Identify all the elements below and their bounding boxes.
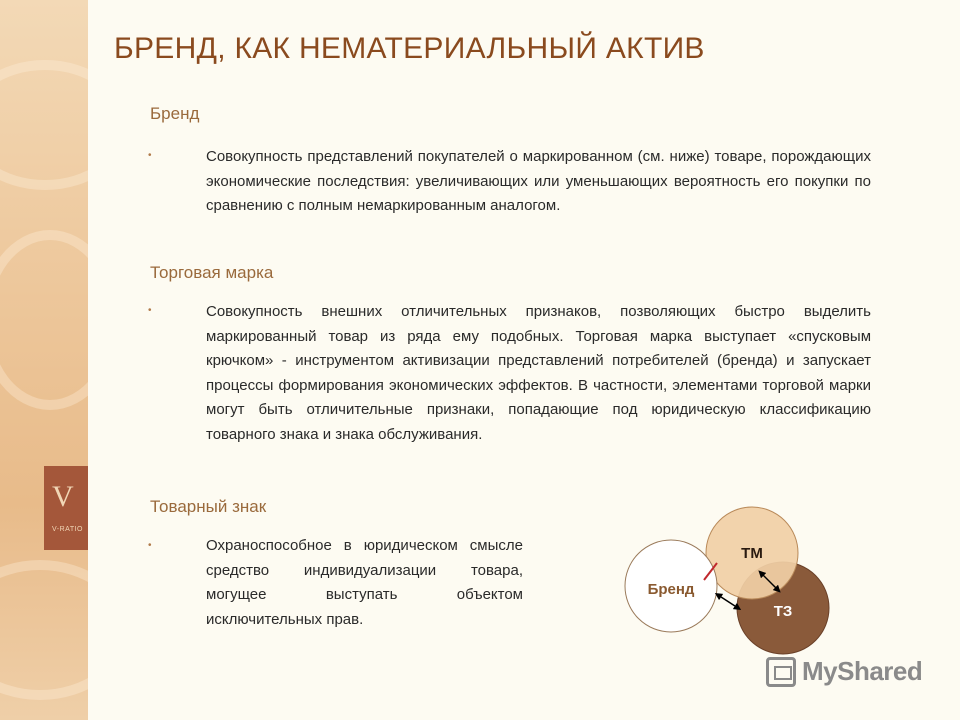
ornament bbox=[0, 560, 88, 700]
slide-title: БРЕНД, КАК НЕМАТЕРИАЛЬНЫЙ АКТИВ bbox=[114, 32, 705, 65]
brand-tz-arrow bbox=[718, 595, 738, 608]
bullet: • bbox=[148, 150, 152, 161]
ornament bbox=[0, 230, 88, 410]
venn-diagram bbox=[600, 500, 860, 680]
section-text-trademark: Совокупность внешних отличительных признаков, позволяющих быстро выделить маркированный товар из ряда ему подобных. Торговая марка выступает «спусковым крючком» - инструментом активизации представлений потребителей (бренда) и запускает процессы формирования экономических эффектов. В частности, элементами торговой марки могут быть отличительные признаки, попадающие под юридическую классификацию товарного знака и знака обслуживания. bbox=[206, 303, 871, 443]
ornament bbox=[0, 60, 88, 190]
logo-mark: V bbox=[52, 480, 74, 513]
decorative-sidebar bbox=[0, 0, 88, 720]
section-text-brand: Совокупность представлений покупателей о маркированном (см. ниже) товаре, порождающих экономические последствия: увеличивающих или уменьшающих вероятность его покупки по сравнению с полным немаркированным аналогом. bbox=[206, 148, 871, 214]
trademark-label: ТМ bbox=[741, 545, 763, 562]
bullet: • bbox=[148, 540, 152, 551]
section-heading-brand: Бренд bbox=[150, 104, 200, 123]
bullet: • bbox=[148, 305, 152, 316]
registered-mark-label: ТЗ bbox=[773, 603, 793, 620]
presentation-icon bbox=[766, 657, 796, 687]
brand-label: Бренд bbox=[647, 581, 695, 598]
company-logo bbox=[44, 466, 88, 550]
section-heading-trademark: Торговая марка bbox=[150, 263, 274, 282]
section-heading-registered-mark: Товарный знак bbox=[150, 497, 267, 516]
watermark-text: MyShared bbox=[802, 656, 923, 686]
watermark bbox=[766, 656, 922, 687]
logo-caption: V-RATIO bbox=[52, 526, 83, 533]
section-text-registered-mark: Охраноспособное в юридическом смысле средство индивидуализации товара, могущее выступать объектом исключительных прав. bbox=[206, 537, 523, 628]
